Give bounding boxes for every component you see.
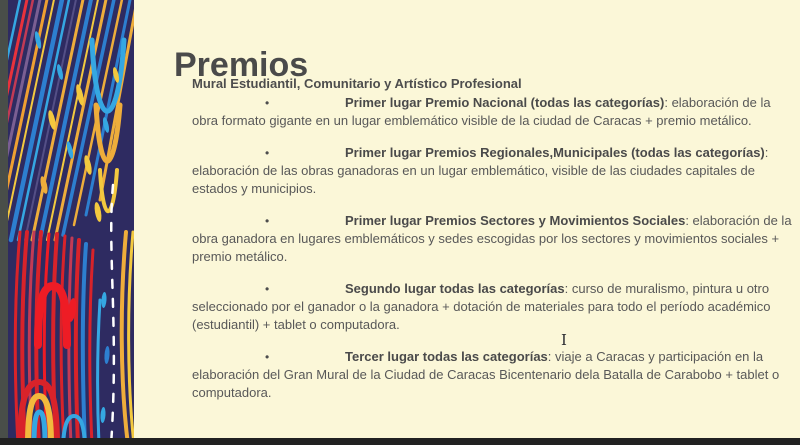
bullet-lead: Primer lugar Premio Nacional (todas las categorías)	[345, 95, 665, 110]
bullet-marker: •	[265, 282, 270, 296]
bullet-rest: : elaboración de la obra formato gigante en un lugar emblemático visible de la ciudad de Caracas + premio metálico.	[192, 95, 771, 128]
bullet-item	[192, 144, 796, 198]
bullet-item	[192, 280, 796, 334]
bottom-bar	[0, 438, 800, 445]
slide-title: Premios	[174, 45, 309, 84]
bullet-item	[192, 348, 796, 402]
bullet-lead: Primer lugar Premios Regionales,Municipales (todas las categorías)	[345, 145, 765, 160]
slide-subtitle: Mural Estudiantil, Comunitario y Artístico Profesional	[192, 75, 522, 91]
slide-body	[192, 94, 796, 416]
bullet-rest: : viaje a Caracas y participación en la elaboración del Gran Mural de la Ciudad de Caracas Bicentenario dela Batalla de Carabobo + tablet o computadora.	[192, 349, 780, 400]
bullet-rest: : elaboración de las obras ganadoras en un lugar emblemático, visible de las ciudades capitales de estados y municipios.	[192, 145, 769, 196]
mural-artwork	[8, 0, 134, 445]
bullet-marker: •	[265, 96, 270, 110]
window-edge-strip	[0, 0, 8, 445]
bullet-lead: Primer lugar Premios Sectores y Movimientos Sociales	[345, 213, 686, 228]
bullet-marker: •	[265, 350, 270, 364]
bullet-rest: : elaboración de la obra ganadora en lugares emblemáticos y sedes escogidas por los sectores y movimientos sociales + premio metálico.	[192, 213, 792, 264]
bullet-item	[192, 94, 796, 130]
bullet-marker: •	[265, 214, 270, 228]
bullet-marker: •	[265, 146, 270, 160]
bullet-rest: : curso de muralismo, pintura u otro seleccionado por el ganador o la ganadora + dotación de materiales para todo el período académico (estudiantil) + tablet o computadora.	[192, 281, 771, 332]
bullet-lead: Segundo lugar todas las categorías	[345, 281, 565, 296]
text-cursor-icon: I	[561, 331, 567, 349]
bullet-item	[192, 212, 796, 266]
bullet-lead: Tercer lugar todas las categorías	[345, 349, 548, 364]
